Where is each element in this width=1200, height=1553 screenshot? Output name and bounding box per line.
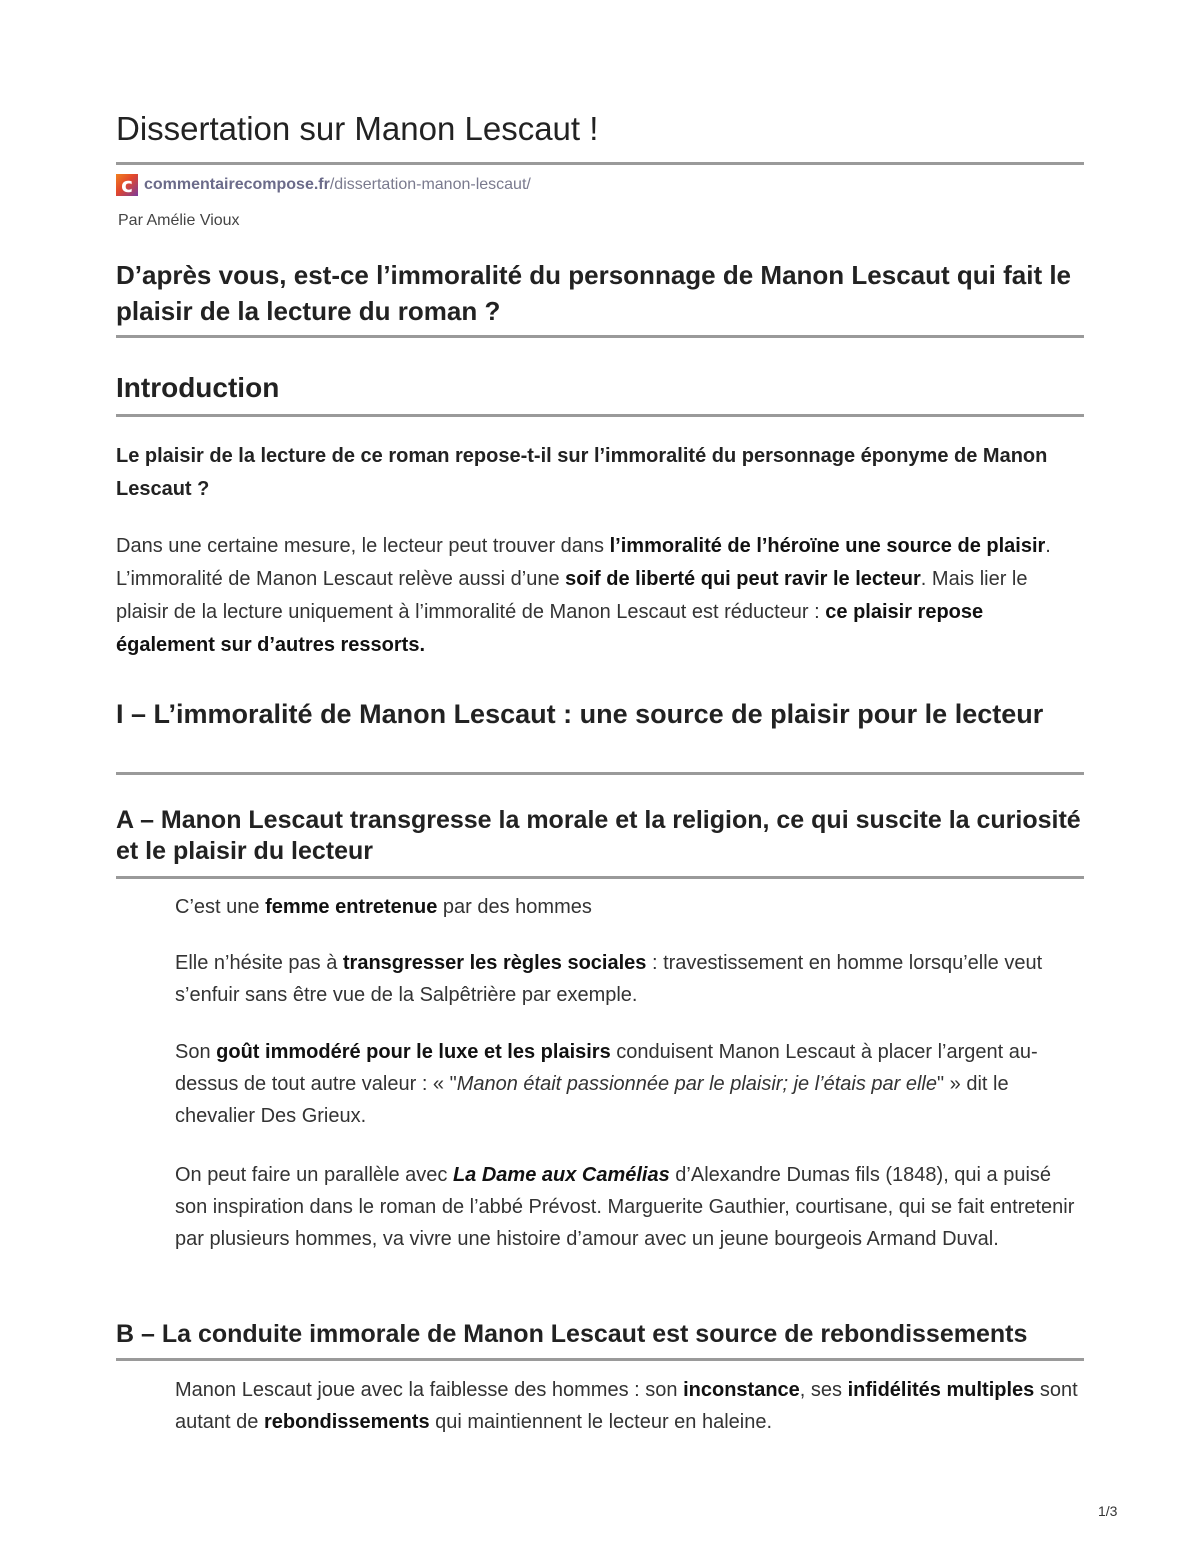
- item-text: sont autant de: [175, 1379, 1078, 1433]
- document-title: Dissertation sur Manon Lescaut !: [116, 110, 599, 147]
- work-title: La Dame aux Camélias: [452, 1164, 670, 1186]
- item-text: : travestissement en homme lorsqu’elle veut s’enfuir sans être vue de la Salpêtrière par exemple.: [175, 952, 1043, 1006]
- item-text: conduisent Manon Lescaut à placer l’argent au-dessus de tout autre valeur : « ": [175, 1041, 1038, 1095]
- item-text: C’est une: [175, 896, 266, 918]
- intro-emphasis: ce plaisir repose également sur d’autres ressorts.: [116, 601, 984, 656]
- source-path[interactable]: /dissertation-manon-lescaut/: [329, 176, 531, 193]
- section-b-heading: B – La conduite immorale de Manon Lescaut est source de rebondissements: [116, 1320, 1028, 1348]
- item-text: Manon Lescaut joue avec la faiblesse des hommes : son: [175, 1379, 684, 1401]
- question-divider: [116, 335, 1084, 338]
- essay-question: D’après vous, est-ce l’immoralité du personnage de Manon Lescaut qui fait le plaisir de la lecture du roman ?: [116, 260, 1072, 326]
- author-byline: Par Amélie Vioux: [118, 212, 240, 229]
- item-emphasis: rebondissements: [263, 1411, 430, 1433]
- item-text: Elle n’hésite pas à: [175, 952, 343, 974]
- part-one-heading: I – L’immoralité de Manon Lescaut : une source de plaisir pour le lecteur: [116, 699, 1044, 729]
- list-item: [175, 891, 1084, 923]
- item-emphasis: transgresser les règles sociales: [342, 952, 647, 974]
- part-one-divider: [116, 772, 1084, 775]
- site-logo-icon: c: [116, 174, 138, 196]
- quotation: Manon était passionnée par le plaisir; je l’étais par elle: [456, 1073, 937, 1095]
- item-emphasis: femme entretenue: [265, 896, 438, 918]
- intro-emphasis: l’immoralité de l’héroïne une source de plaisir: [609, 535, 1046, 557]
- item-text: " » dit le chevalier Des Grieux.: [175, 1073, 1009, 1127]
- section-a-divider: [116, 876, 1084, 879]
- item-text: par des hommes: [437, 896, 592, 918]
- page-number: 1/3: [1098, 1503, 1118, 1519]
- item-text: qui maintiennent le lecteur en haleine.: [429, 1411, 773, 1433]
- title-divider: [116, 162, 1084, 165]
- problem-statement: Le plaisir de la lecture de ce roman repose-t-il sur l’immoralité du personnage éponyme de Manon Lescaut ?: [116, 445, 1048, 500]
- intro-text: Dans une certaine mesure, le lecteur peut trouver dans: [116, 535, 610, 557]
- introduction-divider: [116, 414, 1084, 417]
- list-item: [175, 947, 1084, 1011]
- section-b-divider: [116, 1358, 1084, 1361]
- intro-text: . Mais lier le plaisir de la lecture uniquement à l’immoralité de Manon Lescaut est réducteur :: [116, 568, 1028, 623]
- source-domain[interactable]: commentairecompose.fr: [144, 176, 330, 193]
- item-text: On peut faire un parallèle avec: [175, 1164, 453, 1186]
- item-emphasis: inconstance: [683, 1379, 800, 1401]
- intro-text: . L’immoralité de Manon Lescaut relève aussi d’une: [116, 535, 1051, 590]
- list-item: [175, 1036, 1084, 1132]
- source-link[interactable]: [116, 172, 531, 198]
- item-text: Son: [175, 1041, 217, 1063]
- item-emphasis: goût immodéré pour le luxe et les plaisirs: [216, 1041, 611, 1063]
- intro-emphasis: soif de liberté qui peut ravir le lecteur: [565, 568, 921, 590]
- introduction-heading: Introduction: [116, 372, 280, 403]
- item-text: , ses: [799, 1379, 848, 1401]
- introduction-paragraph: [116, 530, 1084, 662]
- list-item: [175, 1159, 1084, 1255]
- section-a-heading: A – Manon Lescaut transgresse la morale et la religion, ce qui suscite la curiosité et le plaisir du lecteur: [116, 806, 1081, 865]
- item-emphasis: infidélités multiples: [847, 1379, 1035, 1401]
- item-text: d’Alexandre Dumas fils (1848), qui a puisé son inspiration dans le roman de l’abbé Prévost. Marguerite Gauthier, courtisane, qui se fait entretenir par plusieurs hommes, va vivre une histoire d’amour avec un jeune bourgeois Armand Duval.: [175, 1164, 1075, 1250]
- list-item: [175, 1374, 1084, 1438]
